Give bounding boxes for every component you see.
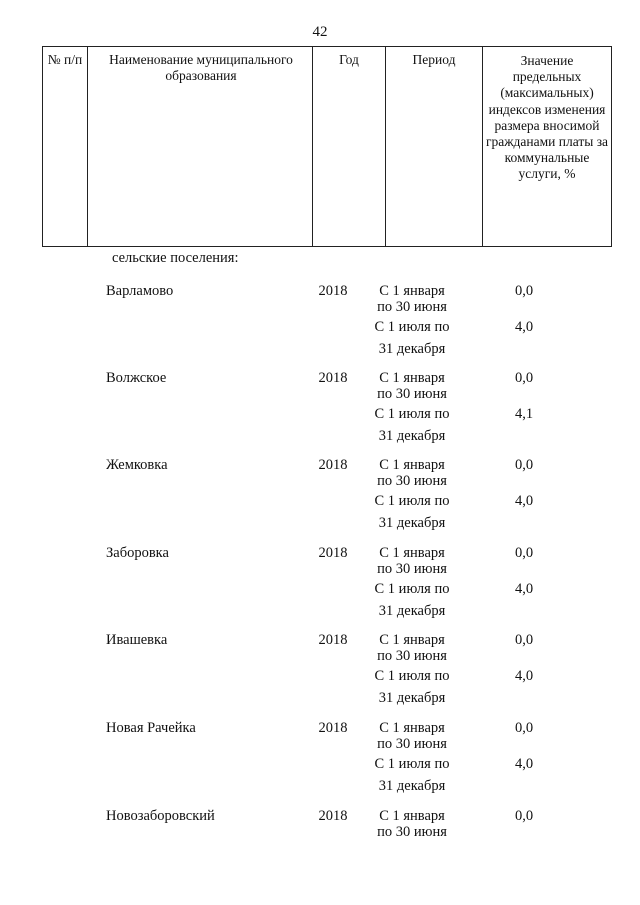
row-value-2: 4,0 — [514, 319, 534, 335]
row-period-2-start: С 1 июля по — [374, 756, 450, 772]
row-name: Варламово — [106, 283, 174, 299]
row-period-2-end: 31 декабря — [378, 690, 446, 706]
row-value-1: 0,0 — [514, 283, 534, 299]
table-row — [0, 808, 640, 848]
page-number: 42 — [312, 24, 328, 40]
header-name: Наименование муниципального образования — [88, 47, 313, 247]
table-row — [0, 632, 640, 712]
row-period-1-start: С 1 января — [379, 457, 445, 473]
header-year: Год — [313, 47, 386, 247]
row-period-2-start: С 1 июля по — [374, 493, 450, 509]
row-name: Новая Рачейка — [106, 720, 196, 736]
row-value-1: 0,0 — [514, 720, 534, 736]
row-period-2-start: С 1 июля по — [374, 581, 450, 597]
table-row — [0, 370, 640, 450]
table-row — [0, 720, 640, 800]
row-name: Ивашевка — [106, 632, 168, 648]
row-period-2-end: 31 декабря — [378, 341, 446, 357]
row-period-1-start: С 1 января — [379, 632, 445, 648]
row-period-1-end: по 30 июня — [377, 561, 447, 577]
row-name: Волжское — [106, 370, 167, 386]
row-name: Жемковка — [106, 457, 168, 473]
row-value-1: 0,0 — [514, 457, 534, 473]
row-value-1: 0,0 — [514, 808, 534, 824]
row-period-1-end: по 30 июня — [377, 824, 447, 840]
row-period-1-start: С 1 января — [379, 370, 445, 386]
section-caption: сельские поселения: — [112, 250, 239, 266]
row-period-1-start: С 1 января — [379, 808, 445, 824]
row-year: 2018 — [318, 370, 348, 386]
row-period-2-start: С 1 июля по — [374, 319, 450, 335]
table-row — [0, 457, 640, 537]
row-period-1-start: С 1 января — [379, 283, 445, 299]
row-period-2-start: С 1 июля по — [374, 668, 450, 684]
row-value-1: 0,0 — [514, 632, 534, 648]
row-period-2-end: 31 декабря — [378, 515, 446, 531]
row-year: 2018 — [318, 283, 348, 299]
table-row — [0, 283, 640, 363]
header-value: Значение предельных (максимальных) индексов изменения размера вносимой гражданами платы за коммунальные услуги, % — [483, 47, 612, 247]
row-name: Новозаборовский — [106, 808, 215, 824]
row-value-1: 0,0 — [514, 545, 534, 561]
row-year: 2018 — [318, 457, 348, 473]
header-period: Период — [386, 47, 483, 247]
table-row — [0, 545, 640, 625]
row-year: 2018 — [318, 632, 348, 648]
row-period-2-end: 31 декабря — [378, 778, 446, 794]
row-value-2: 4,0 — [514, 668, 534, 684]
row-name: Заборовка — [106, 545, 169, 561]
row-value-2: 4,1 — [514, 406, 534, 422]
row-period-2-end: 31 декабря — [378, 428, 446, 444]
row-year: 2018 — [318, 808, 348, 824]
row-period-2-start: С 1 июля по — [374, 406, 450, 422]
row-value-1: 0,0 — [514, 370, 534, 386]
row-period-2-end: 31 декабря — [378, 603, 446, 619]
row-period-1-end: по 30 июня — [377, 648, 447, 664]
row-year: 2018 — [318, 720, 348, 736]
row-period-1-end: по 30 июня — [377, 473, 447, 489]
row-period-1-start: С 1 января — [379, 720, 445, 736]
row-value-2: 4,0 — [514, 493, 534, 509]
table-header — [42, 46, 612, 247]
row-period-1-start: С 1 января — [379, 545, 445, 561]
row-period-1-end: по 30 июня — [377, 386, 447, 402]
row-period-1-end: по 30 июня — [377, 736, 447, 752]
row-year: 2018 — [318, 545, 348, 561]
row-period-1-end: по 30 июня — [377, 299, 447, 315]
header-num: № п/п — [43, 47, 88, 247]
row-value-2: 4,0 — [514, 581, 534, 597]
row-value-2: 4,0 — [514, 756, 534, 772]
